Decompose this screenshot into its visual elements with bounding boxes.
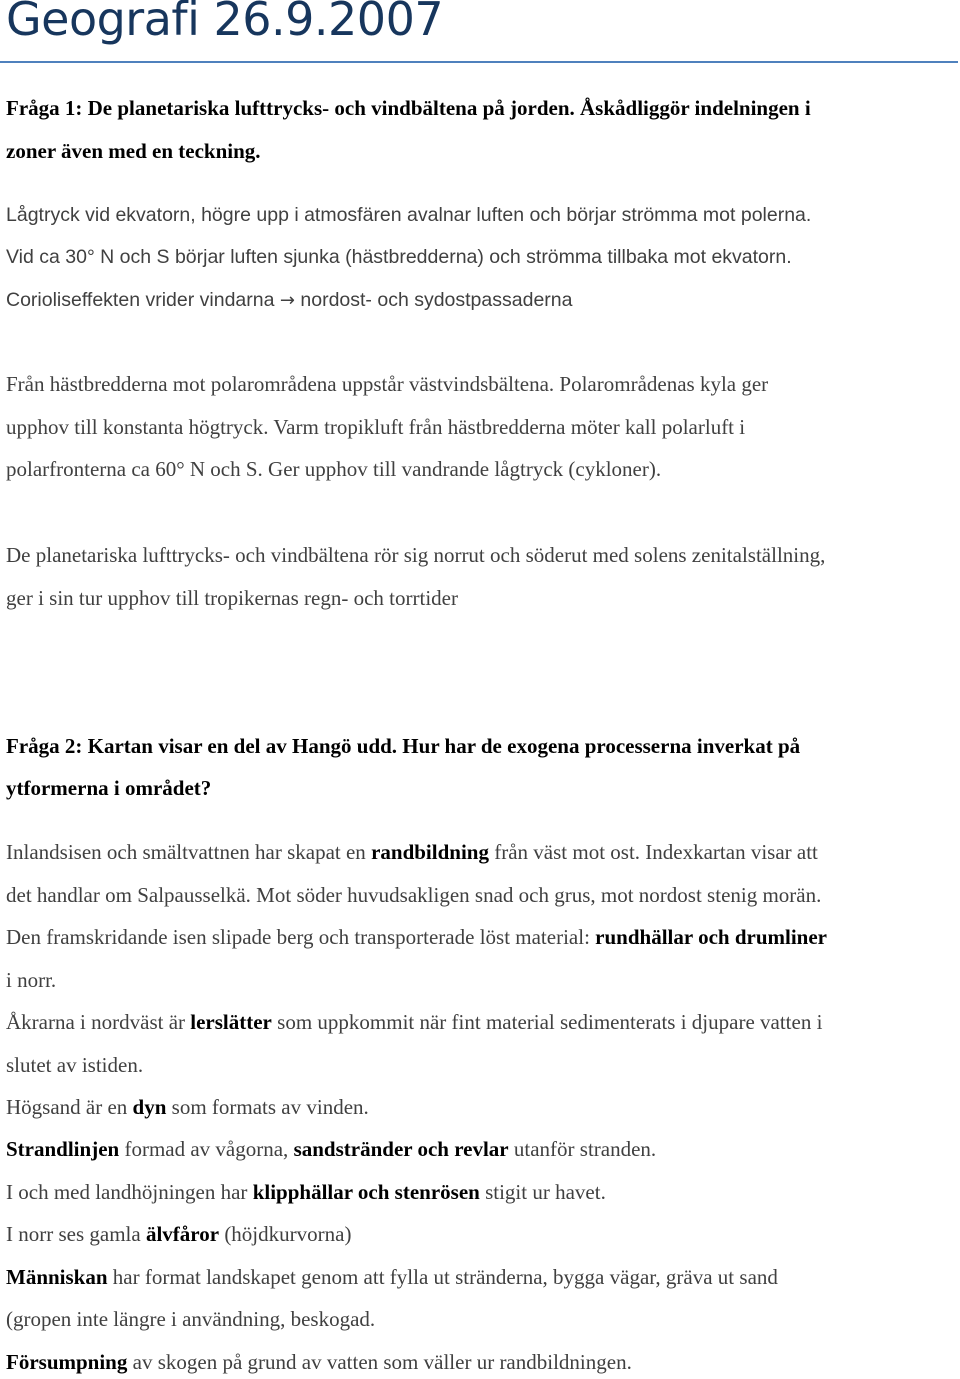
term-lerslatter: lerslätter [190, 1010, 272, 1034]
text-run: utanför stranden. [508, 1137, 657, 1161]
question-1-line-1: Fråga 1: De planetariska lufttrycks- och vindbältena på jorden. Åskådliggör indelningen i [6, 96, 811, 120]
q1-paragraph-1-line-3 [6, 287, 572, 314]
title-divider [0, 61, 958, 63]
term-rundhallar: rundhällar och drumliner [595, 925, 827, 949]
text-run: från väst mot ost. Indexkartan visar att [488, 840, 818, 864]
text-run: (höjdkurvorna) [219, 1222, 352, 1246]
text-run: formad av vågorna, [119, 1137, 294, 1161]
question-2-line-2: ytformerna i området? [6, 776, 212, 800]
q2-answer-line-4: i norr. [6, 968, 57, 992]
q2-answer-line-5 [6, 1009, 822, 1035]
q1-paragraph-2-line-3: polarfronterna ca 60° N och S. Ger upphov till vandrande lågtryck (cykloner). [6, 457, 662, 481]
q2-answer-line-12: (gropen inte längre i användning, beskogad. [6, 1307, 376, 1331]
text-run: av skogen på grund av vatten som väller ur randbildningen. [127, 1350, 632, 1374]
term-klipphallar: klipphällar och stenrösen [252, 1180, 480, 1204]
question-1-line-2: zoner även med en teckning. [6, 139, 261, 163]
term-randbildning: randbildning [371, 840, 489, 864]
text-run: har format landskapet genom att fylla ut stränderna, bygga vägar, gräva ut sand [107, 1265, 778, 1289]
q1-paragraph-1-line-1: Lågtryck vid ekvatorn, högre upp i atmosfären avalnar luften och börjar strömma mot polerna. [6, 204, 812, 226]
passader-text: nordost- och sydostpassaderna [300, 289, 573, 311]
text-run: I norr ses gamla [6, 1222, 146, 1246]
q2-answer-line-6: slutet av istiden. [6, 1053, 144, 1077]
text-run: Högsand är en [6, 1095, 133, 1119]
text-run: Inlandsisen och smältvattnen har skapat en [6, 840, 372, 864]
term-strandlinjen: Strandlinjen [6, 1137, 120, 1161]
q2-answer-line-2: det handlar om Salpausselkä. Mot söder huvudsakligen snad och grus, mot nordost stenig morän. [6, 883, 822, 907]
text-run: stigit ur havet. [479, 1180, 606, 1204]
term-sandstrander: sandstränder och revlar [293, 1137, 509, 1161]
term-alvfaror: älvfåror [145, 1222, 220, 1246]
text-run: I och med landhöjningen har [6, 1180, 253, 1204]
q2-answer-line-10 [6, 1221, 351, 1247]
q2-answer-line-1 [6, 839, 818, 865]
page-title: Geografi 26.9.2007 [6, 0, 444, 46]
q1-paragraph-3-line-1: De planetariska lufttrycks- och vindbältena rör sig norrut och söderut med solens zenitalställning, [6, 543, 826, 567]
q2-answer-line-3 [6, 924, 827, 950]
coriolis-text: Corioliseffekten vrider vindarna [6, 289, 275, 311]
q1-paragraph-2-line-2: upphov till konstanta högtryck. Varm tropikluft från hästbredderna möter kall polarluft i [6, 415, 746, 439]
q1-paragraph-2-line-1: Från hästbredderna mot polarområdena uppstår västvindsbältena. Polarområdenas kyla ger [6, 372, 769, 396]
q2-answer-line-7 [6, 1094, 369, 1120]
text-run: som uppkommit när fint material sedimenterats i djupare vatten i [271, 1010, 823, 1034]
text-run: Åkrarna i nordväst är [6, 1010, 191, 1034]
question-2-line-1: Fråga 2: Kartan visar en del av Hangö udd. Hur har de exogena processerna inverkat på [6, 734, 801, 758]
term-manniskan: Människan [6, 1265, 108, 1289]
text-run: som formats av vinden. [166, 1095, 369, 1119]
term-dyn: dyn [132, 1095, 167, 1119]
q2-answer-line-11 [6, 1264, 778, 1290]
arrow-right-icon: → [279, 290, 295, 311]
q1-paragraph-1-line-2: Vid ca 30° N och S börjar luften sjunka (hästbredderna) och strömma tillbaka mot ekvatorn. [6, 246, 792, 268]
text-run: Den framskridande isen slipade berg och transporterade löst material: [6, 925, 596, 949]
q2-answer-line-13 [6, 1349, 632, 1375]
q1-paragraph-3-line-2: ger i sin tur upphov till tropikernas regn- och torrtider [6, 586, 458, 610]
q2-answer-line-9 [6, 1179, 606, 1205]
term-forsumpning: Försumpning [6, 1350, 128, 1374]
q2-answer-line-8 [6, 1136, 656, 1162]
